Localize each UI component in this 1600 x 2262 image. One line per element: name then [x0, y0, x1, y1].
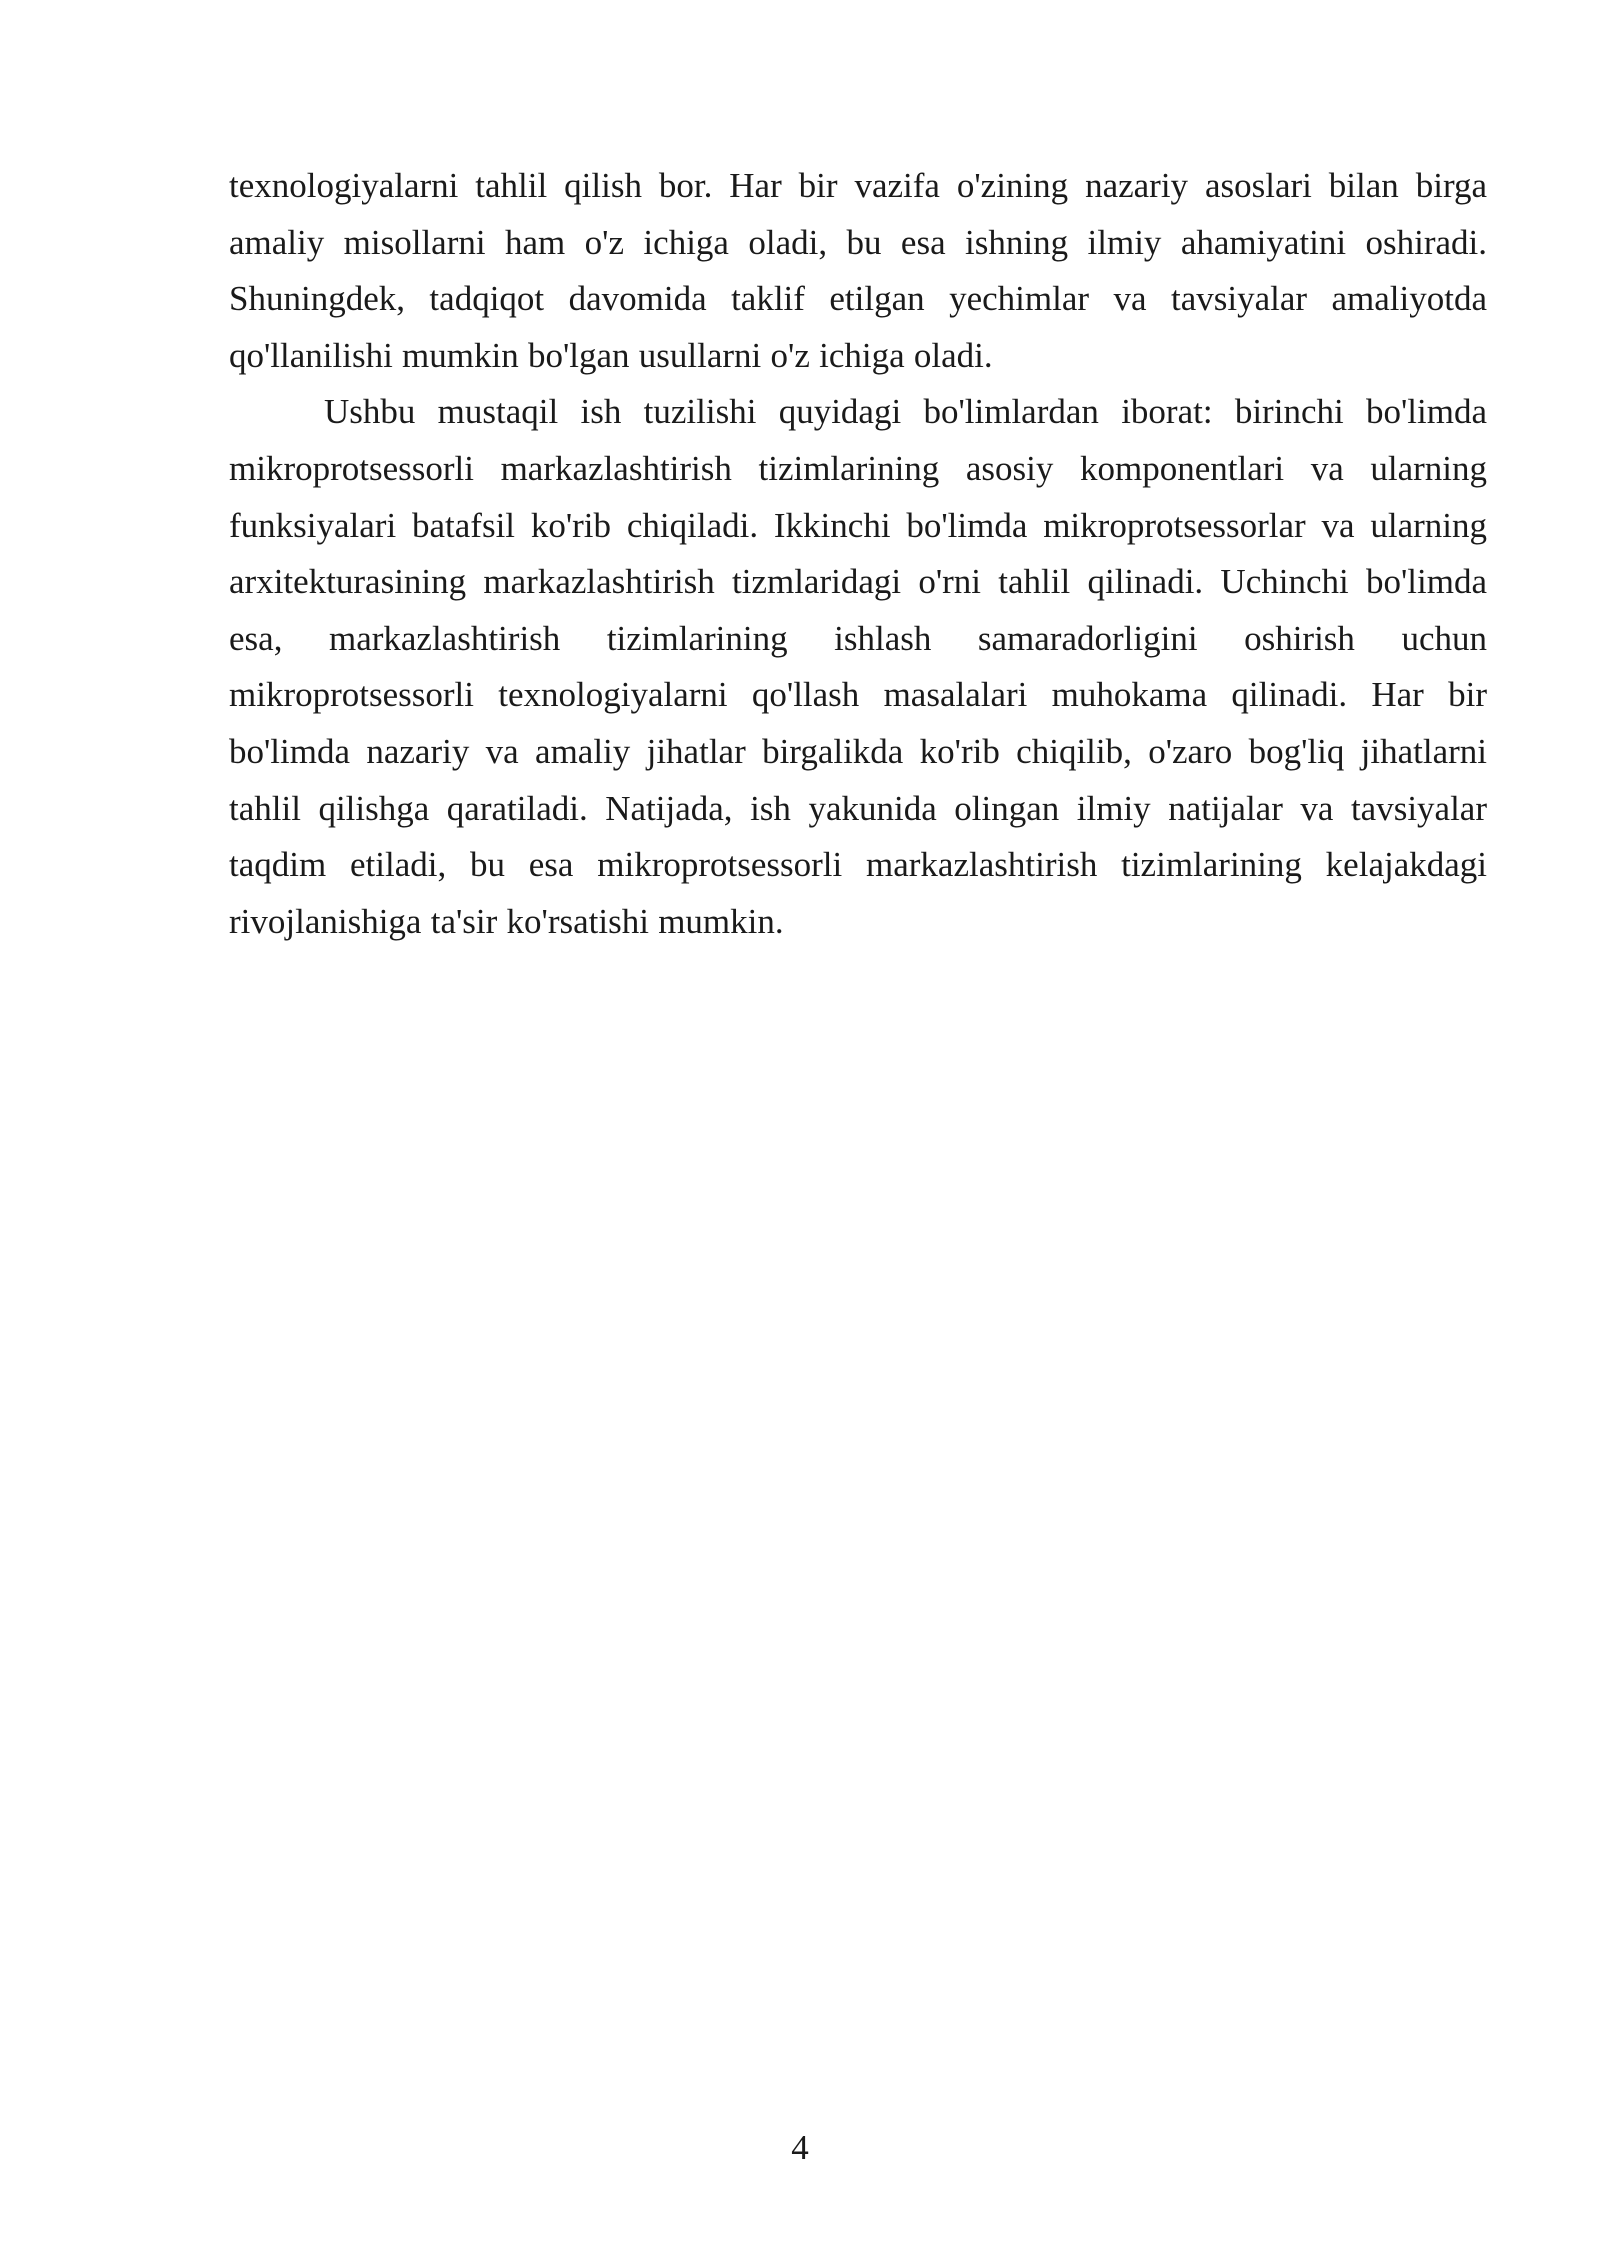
paragraph-structure-overview: Ushbu mustaqil ish tuzilishi quyidagi bo'limlardan iborat: birinchi bo'limda mikroprotsessorli markazlashtirish tizimlarining asosiy komponentlari va ularning funksiyalari batafsil ko'rib chiqiladi. Ikkinchi bo'limda mikroprotsessorlar va ularning arxitekturasining markazlashtirish tizmlaridagi o'rni tahlil qilinadi. Uchinchi bo'limda esa, markazlashtirish tizimlarining ishlash samaradorligini oshirish uchun mikroprotsessorli texnologiyalarni qo'llash masalalari muhokama qilinadi. Har bir bo'limda nazariy va amaliy jihatlar birgalikda ko'rib chiqilib, o'zaro bog'liq jihatlarni tahlil qilishga qaratiladi. Natijada, ish yakunida olingan ilmiy natijalar va tavsiyalar taqdim etiladi, bu esa mikroprotsessorli markazlashtirish tizimlarining kelajakdagi rivojlanishiga ta'sir ko'rsatishi mumkin. [229, 392, 1487, 941]
paragraph-continuation: texnologiyalarni tahlil qilish bor. Har bir vazifa o'zining nazariy asoslari bilan birga amaliy misollarni ham o'z ichiga oladi, bu esa ishning ilmiy ahamiyatini oshiradi. Shuningdek, tadqiqot davomida taklif etilgan yechimlar va tavsiyalar amaliyotda qo'llanilishi mumkin bo'lgan usullarni o'z ichiga oladi. [229, 166, 1487, 375]
page-number: 4 [791, 2128, 809, 2167]
page-body [229, 158, 1487, 950]
